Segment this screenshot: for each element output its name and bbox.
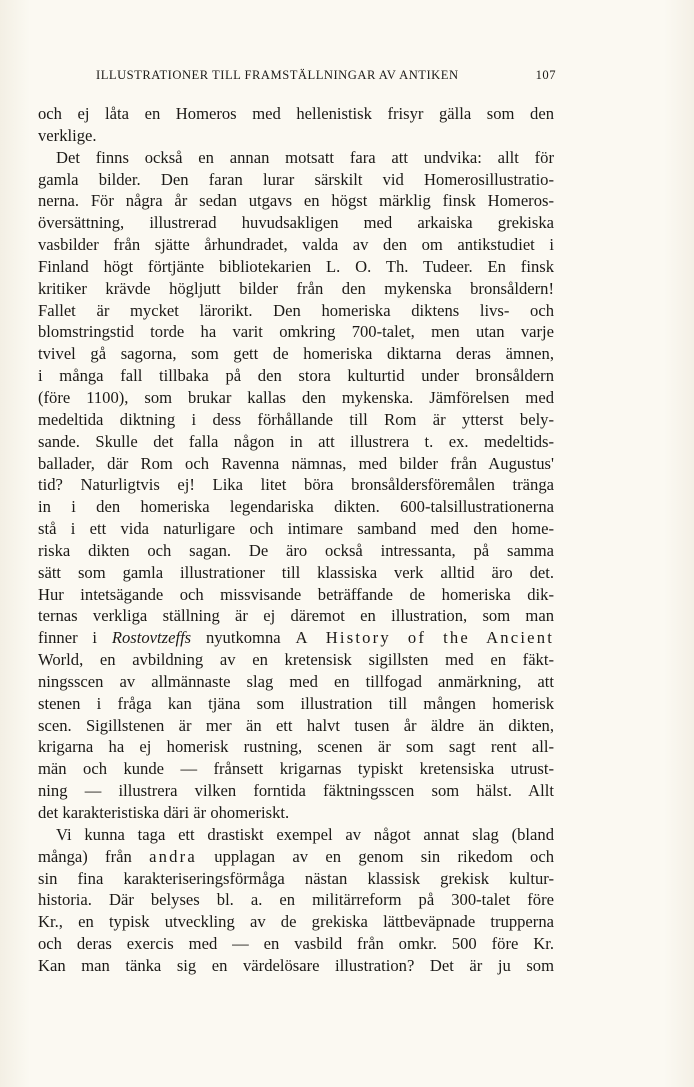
text-line: Kan man tänka sig en värdelösare illustration? Det är ju som xyxy=(38,955,554,975)
text-line: stå i ett vida naturligare och intimare samband med den home- xyxy=(38,519,554,539)
running-header xyxy=(96,68,556,88)
text-fragment: nyutkomna xyxy=(205,628,281,648)
text-line: Hur intetsägande och missvisande beträffande de homeriska dik- xyxy=(38,584,554,604)
text-line: ternas verkliga ställning är ej däremot en illustration, som man xyxy=(38,606,554,626)
text-fragment: många) från xyxy=(38,846,132,866)
text-line: ballader, där Rom och Ravenna nämnas, med bilder från Augustus' xyxy=(38,453,554,473)
text-line: World, en avbildning av en kretensisk sigillsten med en fäkt- xyxy=(38,650,554,670)
text-line: och deras exercis med — en vasbild från omkr. 500 före Kr. xyxy=(38,934,554,954)
text-line: och ej låta en Homeros med hellenistisk frisyr gälla som den xyxy=(38,104,554,123)
text-line: kritiker krävde högljutt bilder från den mykenska bronsåldern! xyxy=(38,278,554,298)
emphasis-spaced: andra xyxy=(149,846,197,866)
text-line: män och kunde — frånsett krigarnas typiskt kretensiska utrust- xyxy=(38,759,554,779)
text-line: ningsscen av allmännaste slag med en tillfogad anmärkning, att xyxy=(38,671,554,691)
text-line: in i den homeriska legendariska dikten. 600-talsillustrationerna xyxy=(38,497,554,517)
body-text xyxy=(38,103,554,977)
page-number: 107 xyxy=(535,68,556,82)
author-name-italic: Rostovtzeffs xyxy=(111,628,192,648)
text-line: Kr., en typisk utveckling av de grekiska lättbeväpnade trupperna xyxy=(38,912,554,932)
text-line: riska dikten och sagan. De äro också intressanta, på samma xyxy=(38,540,554,560)
text-line: verklige. xyxy=(38,125,97,145)
text-line: Fallet är mycket lärorikt. Den homeriska diktens livs- och xyxy=(38,300,554,320)
text-line: medeltida diktning i dess förhållande till Rom är ytterst bely- xyxy=(38,409,554,429)
text-line: ning — illustrera vilken forntida fäktningsscen som hälst. Allt xyxy=(38,781,554,801)
text-line: gamla bilder. Den faran lurar särskilt vid Homerosillustratio- xyxy=(38,169,554,189)
text-line: tvivel gå sagorna, som gett de homeriska diktarna deras ämnen, xyxy=(38,344,554,364)
text-line: nerna. För några år sedan utgavs en högst märklig finsk Homeros- xyxy=(38,191,554,211)
book-title-spaced: A History of the Ancient xyxy=(295,628,555,648)
text-line: historia. Där belyses bl. a. en militärreform på 300-talet före xyxy=(38,890,554,910)
text-line: scen. Sigillstenen är mer än ett halvt tusen år äldre än dikten, xyxy=(38,715,554,735)
text-line: krigarna ha ej homerisk rustning, scenen är som sagt rent all- xyxy=(38,737,554,757)
text-line: Det finns också en annan motsatt fara att undvika: allt för xyxy=(56,147,554,167)
text-fragment: finner i xyxy=(38,628,98,648)
text-fragment: upplagan av en genom sin rikedom och xyxy=(214,846,555,866)
text-line xyxy=(38,627,554,649)
text-line: det karakteristiska däri är ohomeriskt. xyxy=(38,803,290,822)
text-line: stenen i fråga kan tjäna som illustration till mången homerisk xyxy=(38,693,554,713)
text-line: vasbilder från sjätte århundradet, valda av den om antikstudiet i xyxy=(38,235,554,255)
text-line: översättning, illustrerad huvudsakligen med arkaiska grekiska xyxy=(38,213,554,233)
text-line: blomstringstid torde ha varit omkring 700-talet, men utan varje xyxy=(38,322,554,342)
text-line: Vi kunna taga ett drastiskt exempel av något annat slag (bland xyxy=(56,824,554,844)
text-line: Finland högt förtjänte bibliotekarien L. O. Th. Tudeer. En finsk xyxy=(38,256,554,276)
text-line: sin fina karakteriseringsförmåga nästan klassisk grekisk kultur- xyxy=(38,868,554,888)
text-line xyxy=(38,846,554,868)
text-line: (före 1100), som brukar kallas den mykenska. Jämförelsen med xyxy=(38,387,554,407)
text-line: sande. Skulle det falla någon in att illustrera t. ex. medeltids- xyxy=(38,431,554,451)
running-title: ILLUSTRATIONER TILL FRAMSTÄLLNINGAR AV ANTIKEN xyxy=(96,68,459,82)
text-line: i många fall tillbaka på den stora kulturtid under bronsåldern xyxy=(38,366,554,386)
text-line: tid? Naturligtvis ej! Lika litet böra bronsåldersföremålen tränga xyxy=(38,475,554,495)
text-line: sätt som gamla illustrationer till klassiska verk alltid äro det. xyxy=(38,562,554,582)
